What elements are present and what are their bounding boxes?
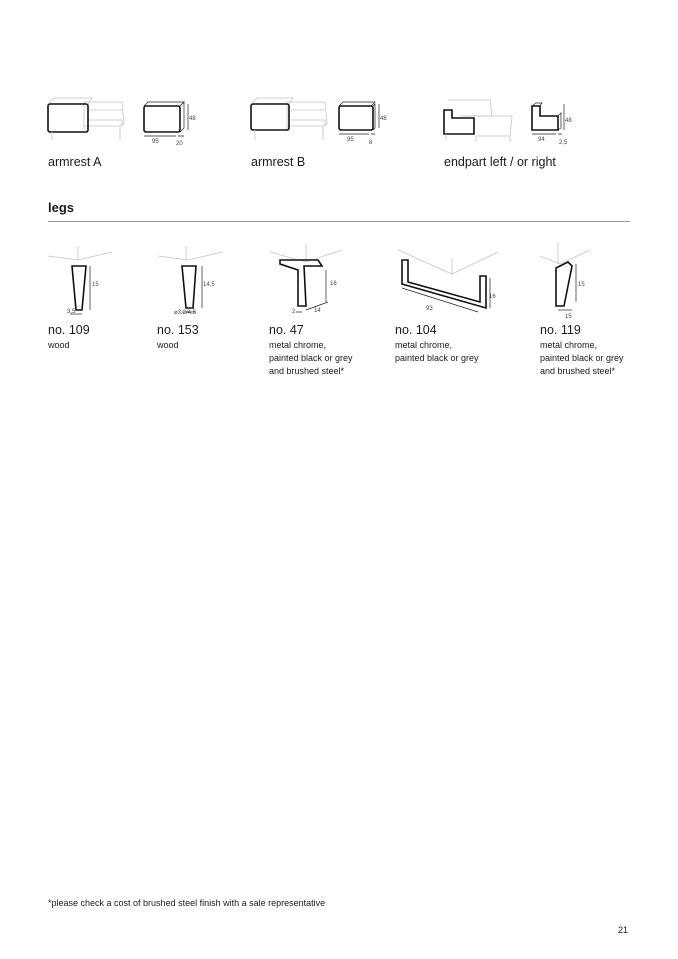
leg-153-base-dim: ⌀3,2/4,5	[174, 310, 196, 316]
endpart-width-dim: 2,5	[559, 140, 568, 146]
leg-119-height-dim: 15	[578, 282, 585, 288]
leg-47-height-dim: 16	[330, 281, 337, 287]
leg-109-height-dim: 15	[92, 282, 99, 288]
endpart-length-dim: 94	[538, 137, 545, 143]
section-divider	[48, 221, 630, 222]
leg-104-name: no. 104	[395, 323, 437, 337]
leg-47-length-dim: 14	[314, 308, 321, 314]
leg-153-name: no. 153	[157, 323, 199, 337]
leg-119-desc-line-2: painted black or grey	[540, 353, 624, 363]
leg-109-base-dim: 3,5	[67, 309, 76, 315]
armrest-a-sofa-illustration	[44, 94, 134, 144]
legs-heading: legs	[48, 200, 75, 215]
leg-104-height-dim: 16	[489, 294, 496, 300]
leg-47-description	[269, 339, 353, 378]
leg-47-base-dim: 2	[292, 309, 296, 315]
leg-119-desc-line-3: and brushed steel*	[540, 366, 616, 376]
endpart-label: endpart left / or right	[444, 155, 556, 169]
armrest-b-height-dim: 48	[380, 116, 387, 122]
leg-119-base-dim: 15	[565, 314, 572, 320]
leg-119-name: no. 119	[540, 323, 581, 337]
leg-109-desc-line-1: wood	[48, 340, 70, 350]
armrest-a-dimension-drawing	[140, 100, 202, 146]
endpart-sofa-illustration	[440, 96, 530, 146]
leg-109-illustration	[46, 244, 116, 316]
leg-119-desc-line-1: metal chrome,	[540, 340, 598, 350]
leg-104-illustration	[392, 244, 504, 316]
footnote: *please check a cost of brushed steel finish with a sale representative	[48, 898, 326, 908]
leg-104-description	[395, 339, 479, 365]
leg-153-height-dim: 14,5	[203, 282, 215, 288]
leg-47-desc-line-3: and brushed steel*	[269, 366, 345, 376]
leg-109-description	[48, 339, 70, 352]
armrest-a-length-dim: 95	[152, 139, 159, 145]
armrest-a-label: armrest A	[48, 155, 102, 169]
leg-109-name: no. 109	[48, 323, 90, 337]
leg-104-desc-line-2: painted black or grey	[395, 353, 479, 363]
leg-104-desc-line-1: metal chrome,	[395, 340, 453, 350]
endpart-height-dim: 48	[565, 118, 572, 124]
armrest-b-label: armrest B	[251, 155, 306, 169]
leg-104-length-dim: 93	[426, 306, 433, 312]
leg-47-desc-line-2: painted black or grey	[269, 353, 353, 363]
leg-153-desc-line-1: wood	[157, 340, 179, 350]
leg-153-illustration	[156, 244, 228, 316]
endpart-dimension-drawing	[528, 100, 590, 146]
leg-47-name: no. 47	[269, 323, 304, 337]
page-number: 21	[618, 925, 629, 935]
leg-47-desc-line-1: metal chrome,	[269, 340, 327, 350]
armrest-b-dimension-drawing	[335, 100, 397, 146]
armrest-a-height-dim: 48	[189, 116, 196, 122]
leg-47-illustration	[266, 240, 346, 316]
leg-153-description	[157, 339, 179, 352]
leg-119-description	[540, 339, 624, 378]
armrest-b-sofa-illustration	[247, 94, 337, 144]
leg-119-illustration	[538, 238, 608, 320]
armrest-a-width-dim: 20	[176, 141, 183, 147]
armrest-b-width-dim: 8	[369, 140, 373, 146]
armrest-b-length-dim: 95	[347, 137, 354, 143]
